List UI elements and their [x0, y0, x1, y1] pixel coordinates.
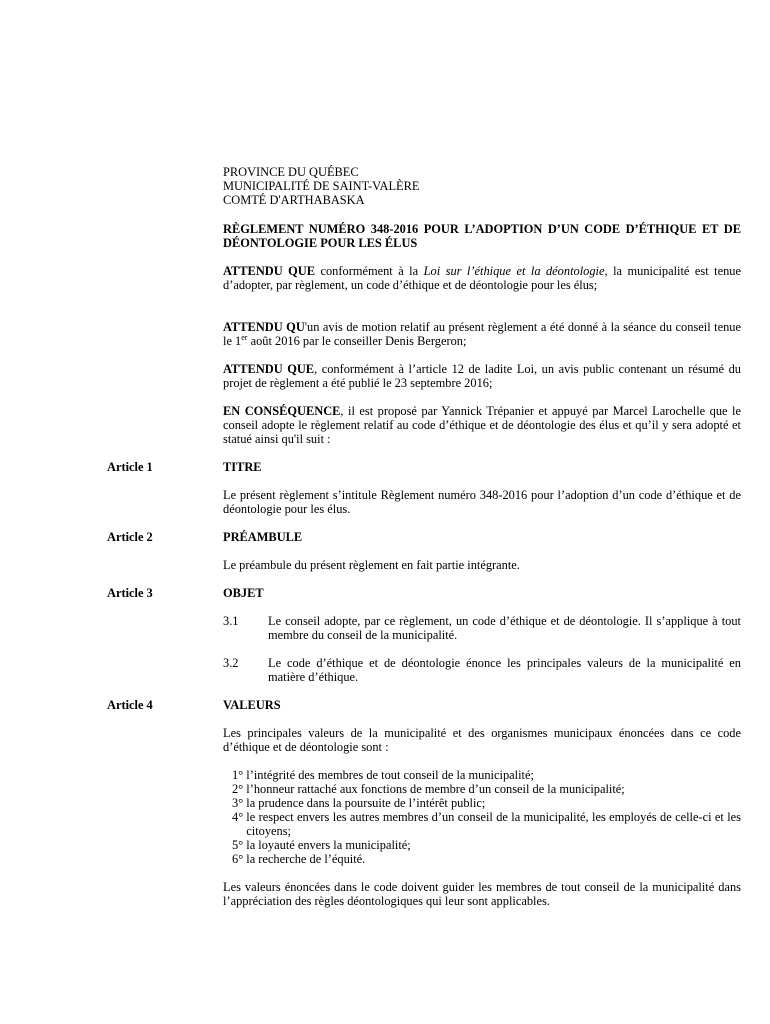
- attendu-lead-1: ATTENDU QUE: [223, 264, 315, 278]
- ordinal-superscript: er: [241, 332, 248, 342]
- attendu-paragraph-2: [223, 320, 741, 348]
- list-item: [232, 810, 741, 838]
- article-2-label: Article 2: [107, 530, 153, 544]
- article-1-body: Le présent règlement s’intitule Règlement numéro 348-2016 pour l’adoption d’un code d’éthique et de déontologie pour les élus.: [223, 488, 741, 516]
- list-text: le respect envers les autres membres d’un conseil de la municipalité, les employés de celle-ci et les citoyens;: [246, 810, 741, 838]
- list-item: [232, 768, 741, 782]
- list-text: la recherche de l’équité.: [246, 852, 366, 866]
- list-item: [232, 796, 741, 810]
- law-title: Loi sur l’éthique et la déontologie: [423, 264, 605, 278]
- values-list: [232, 768, 741, 866]
- consequence-text: , il est proposé par Yannick Trépanier et appuyé par Marcel Larochelle que le conseil adopte le règlement relatif au code d’éthique et de déontologie des élus et qu’il y sera adopté et statué ainsi qu'il suit :: [223, 404, 741, 446]
- list-item: [232, 782, 741, 796]
- attendu-lead-3: ATTENDU QUE: [223, 362, 315, 376]
- header-county: COMTÉ D'ARTHABASKA: [223, 193, 365, 207]
- attendu-text-1a: conformément à la: [315, 264, 424, 278]
- attendu-paragraph-3: [223, 362, 741, 390]
- list-number: 3°: [232, 796, 247, 810]
- article-4-intro: Les principales valeurs de la municipalité et des organismes municipaux énoncées dans ce code d’éthique et de déontologie sont :: [223, 726, 741, 754]
- header-province: PROVINCE DU QUÉBEC: [223, 165, 359, 179]
- list-number: 4°: [232, 810, 247, 824]
- list-text: l’intégrité des membres de tout conseil de la municipalité;: [246, 768, 534, 782]
- article-4-closing: Les valeurs énoncées dans le code doivent guider les membres de tout conseil de la municipalité dans l’appréciation des règles déontologiques qui leur sont applicables.: [223, 880, 741, 908]
- consequence-lead: EN CONSÉQUENCE: [223, 404, 341, 418]
- list-text: la loyauté envers la municipalité;: [246, 838, 411, 852]
- section-3-2-number: 3.2: [223, 656, 239, 670]
- list-text: l’honneur rattaché aux fonctions de membre d’un conseil de la municipalité;: [246, 782, 625, 796]
- section-3-1-number: 3.1: [223, 614, 239, 628]
- list-number: 1°: [232, 768, 247, 782]
- list-item: [232, 838, 741, 852]
- list-text: la prudence dans la poursuite de l’intérêt public;: [246, 796, 486, 810]
- attendu-text-3: , conformément à l’article 12 de ladite Loi, un avis public contenant un résumé du projet de règlement a été publié le 23 septembre 2016;: [223, 362, 741, 390]
- attendu-lead-2: ATTENDU QU: [223, 320, 305, 334]
- section-3-2-text: Le code d’éthique et de déontologie énonce les principales valeurs de la municipalité en matière d’éthique.: [268, 656, 741, 684]
- article-3-label: Article 3: [107, 586, 153, 600]
- bylaw-title: RÈGLEMENT NUMÉRO 348-2016 POUR L’ADOPTION D’UN CODE D’ÉTHIQUE ET DE DÉONTOLOGIE POUR LES ÉLUS: [223, 222, 741, 250]
- article-3-heading: OBJET: [223, 586, 264, 600]
- attendu-text-2b: août 2016 par le conseiller Denis Bergeron;: [247, 334, 467, 348]
- header-municipality: MUNICIPALITÉ DE SAINT-VALÈRE: [223, 179, 420, 193]
- consequence-paragraph: [223, 404, 741, 446]
- article-4-heading: VALEURS: [223, 698, 281, 712]
- attendu-paragraph-1: [223, 264, 741, 292]
- article-2-body: Le préambule du présent règlement en fait partie intégrante.: [223, 558, 520, 572]
- list-number: 6°: [232, 852, 247, 866]
- article-4-label: Article 4: [107, 698, 153, 712]
- attendu-text-2a: 'un avis de motion relatif au présent règlement a été donné à la séance du conseil tenue le 1: [223, 320, 741, 348]
- section-3-1-text: Le conseil adopte, par ce règlement, un code d’éthique et de déontologie. Il s’applique à tout membre du conseil de la municipalité.: [268, 614, 741, 642]
- article-1-label: Article 1: [107, 460, 153, 474]
- list-number: 5°: [232, 838, 247, 852]
- list-item: [232, 852, 741, 866]
- article-1-heading: TITRE: [223, 460, 262, 474]
- list-number: 2°: [232, 782, 247, 796]
- article-2-heading: PRÉAMBULE: [223, 530, 303, 544]
- attendu-text-1b: , la municipalité est tenue d’adopter, par règlement, un code d’éthique et de déontologie pour les élus;: [223, 264, 741, 292]
- header-block: [223, 165, 741, 207]
